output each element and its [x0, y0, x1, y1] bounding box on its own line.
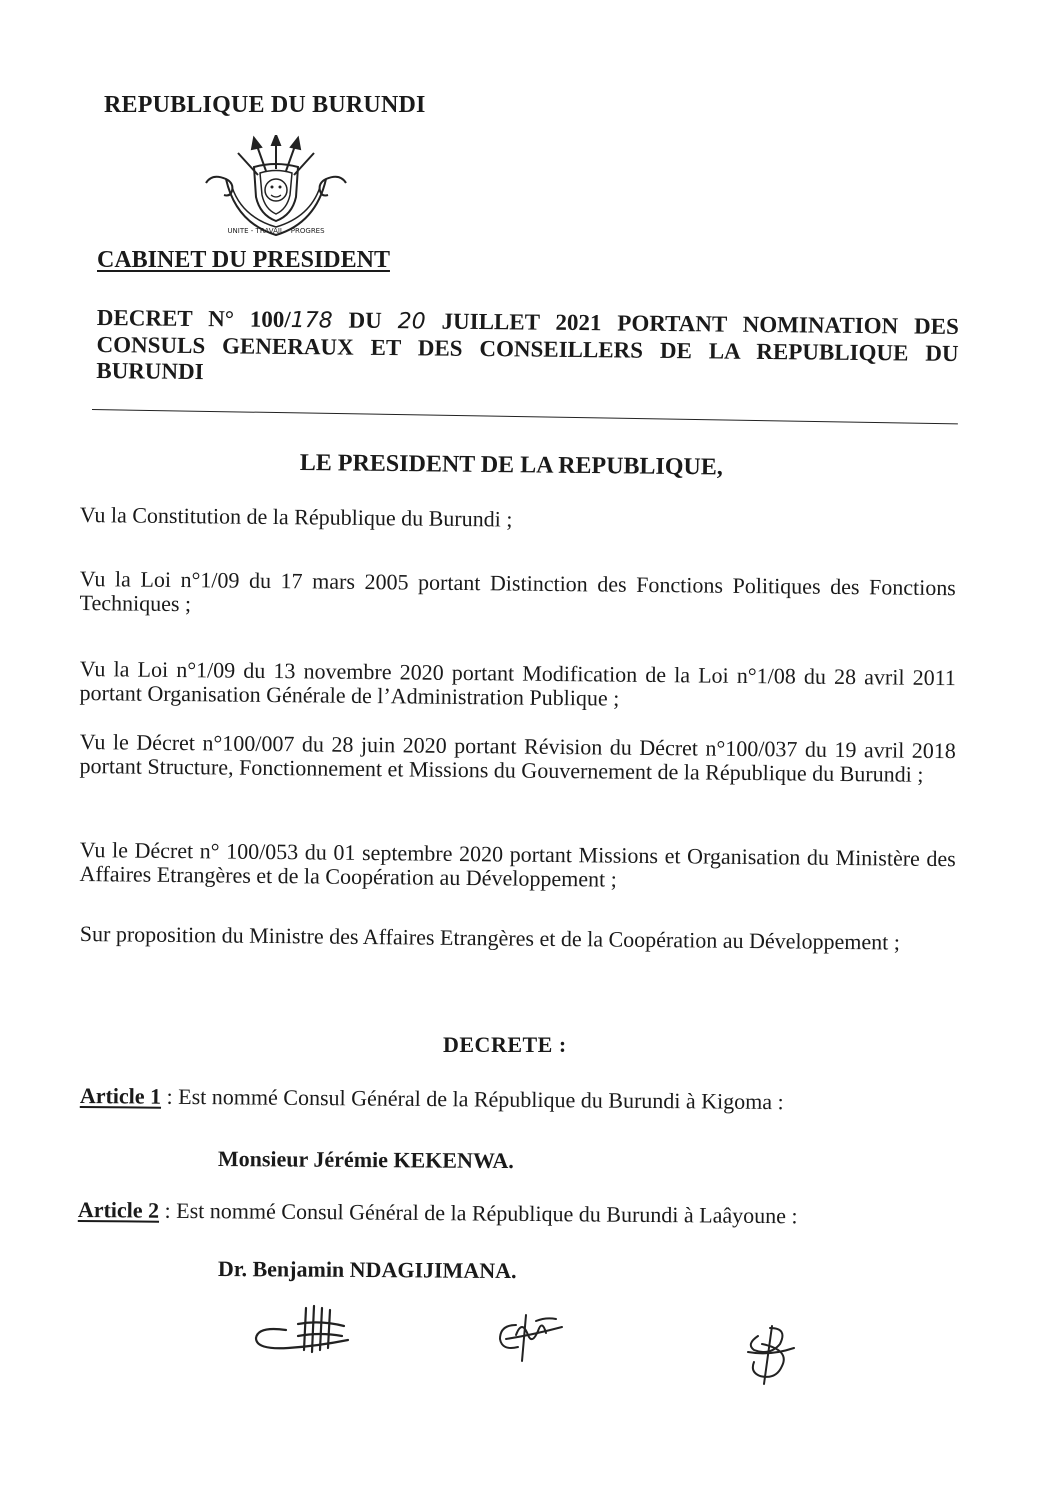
- title-divider: [92, 409, 958, 424]
- signature-2-icon: [486, 1305, 566, 1367]
- decree-title-part1: DECRET N° 100/: [96, 305, 291, 333]
- article-label: Article 2: [77, 1197, 160, 1223]
- preamble-paragraph: Vu la Constitution de la République du Burundi ;: [79, 502, 513, 532]
- article-2: [78, 1197, 798, 1229]
- signature-3-icon: [740, 1322, 800, 1386]
- decree-title-part2: DU: [332, 307, 398, 334]
- appointee-name: Monsieur Jérémie KEKENWA.: [217, 1146, 514, 1174]
- president-heading: LE PRESIDENT DE LA REPUBLIQUE,: [299, 450, 723, 481]
- decree-number-handwritten: 178: [290, 308, 333, 334]
- article-1: [80, 1083, 784, 1115]
- article-text: : Est nommé Consul Général de la République du Burundi à Kigoma :: [161, 1083, 784, 1115]
- appointee-name: Dr. Benjamin NDAGIJIMANA.: [217, 1256, 517, 1284]
- preamble-paragraph: Sur proposition du Ministre des Affaires Etrangères et de la Coopération au Développement ;: [79, 921, 901, 955]
- preamble-paragraph: Vu la Loi n°1/09 du 13 novembre 2020 portant Modification de la Loi n°1/08 du 28 avril 2011 portant Organisation Générale de l’Administration Publique ;: [79, 656, 956, 711]
- decree-title-part3: JUILLET 2021 PORTANT NOMINATION DES CONSULS GENERAUX ET DES CONSEILLERS DE LA REPUBLIQUE DU BURUNDI: [96, 308, 959, 385]
- cabinet-heading: CABINET DU PRESIDENT: [97, 247, 390, 273]
- decrete-heading: DECRETE :: [443, 1032, 567, 1057]
- preamble-paragraph: Vu la Loi n°1/09 du 17 mars 2005 portant Distinction des Fonctions Politiques des Fonctions Techniques ;: [79, 566, 956, 617]
- decree-day-handwritten: 20: [397, 309, 426, 335]
- preamble-paragraph: Vu le Décret n°100/007 du 28 juin 2020 portant Révision du Décret n°100/037 du 19 avril 2018 portant Structure, Fonctionnement et Missions du Gouvernement de la République du Burundi ;: [79, 729, 956, 787]
- signature-1-icon: [248, 1300, 358, 1366]
- preamble-paragraph: Vu le Décret n° 100/053 du 01 septembre 2020 portant Missions et Organisation du Ministère des Affaires Etrangères et de la Coopération au Développement ;: [79, 837, 956, 892]
- article-text: : Est nommé Consul Général de la République du Burundi à Laâyoune :: [159, 1197, 798, 1229]
- burundi-coat-of-arms-icon: [196, 135, 356, 247]
- seal-motto: UNITE - TRAVAIL - PROGRES: [227, 227, 325, 235]
- article-label: Article 1: [79, 1083, 162, 1109]
- republic-heading: REPUBLIQUE DU BURUNDI: [104, 92, 426, 118]
- decree-title: [96, 305, 959, 393]
